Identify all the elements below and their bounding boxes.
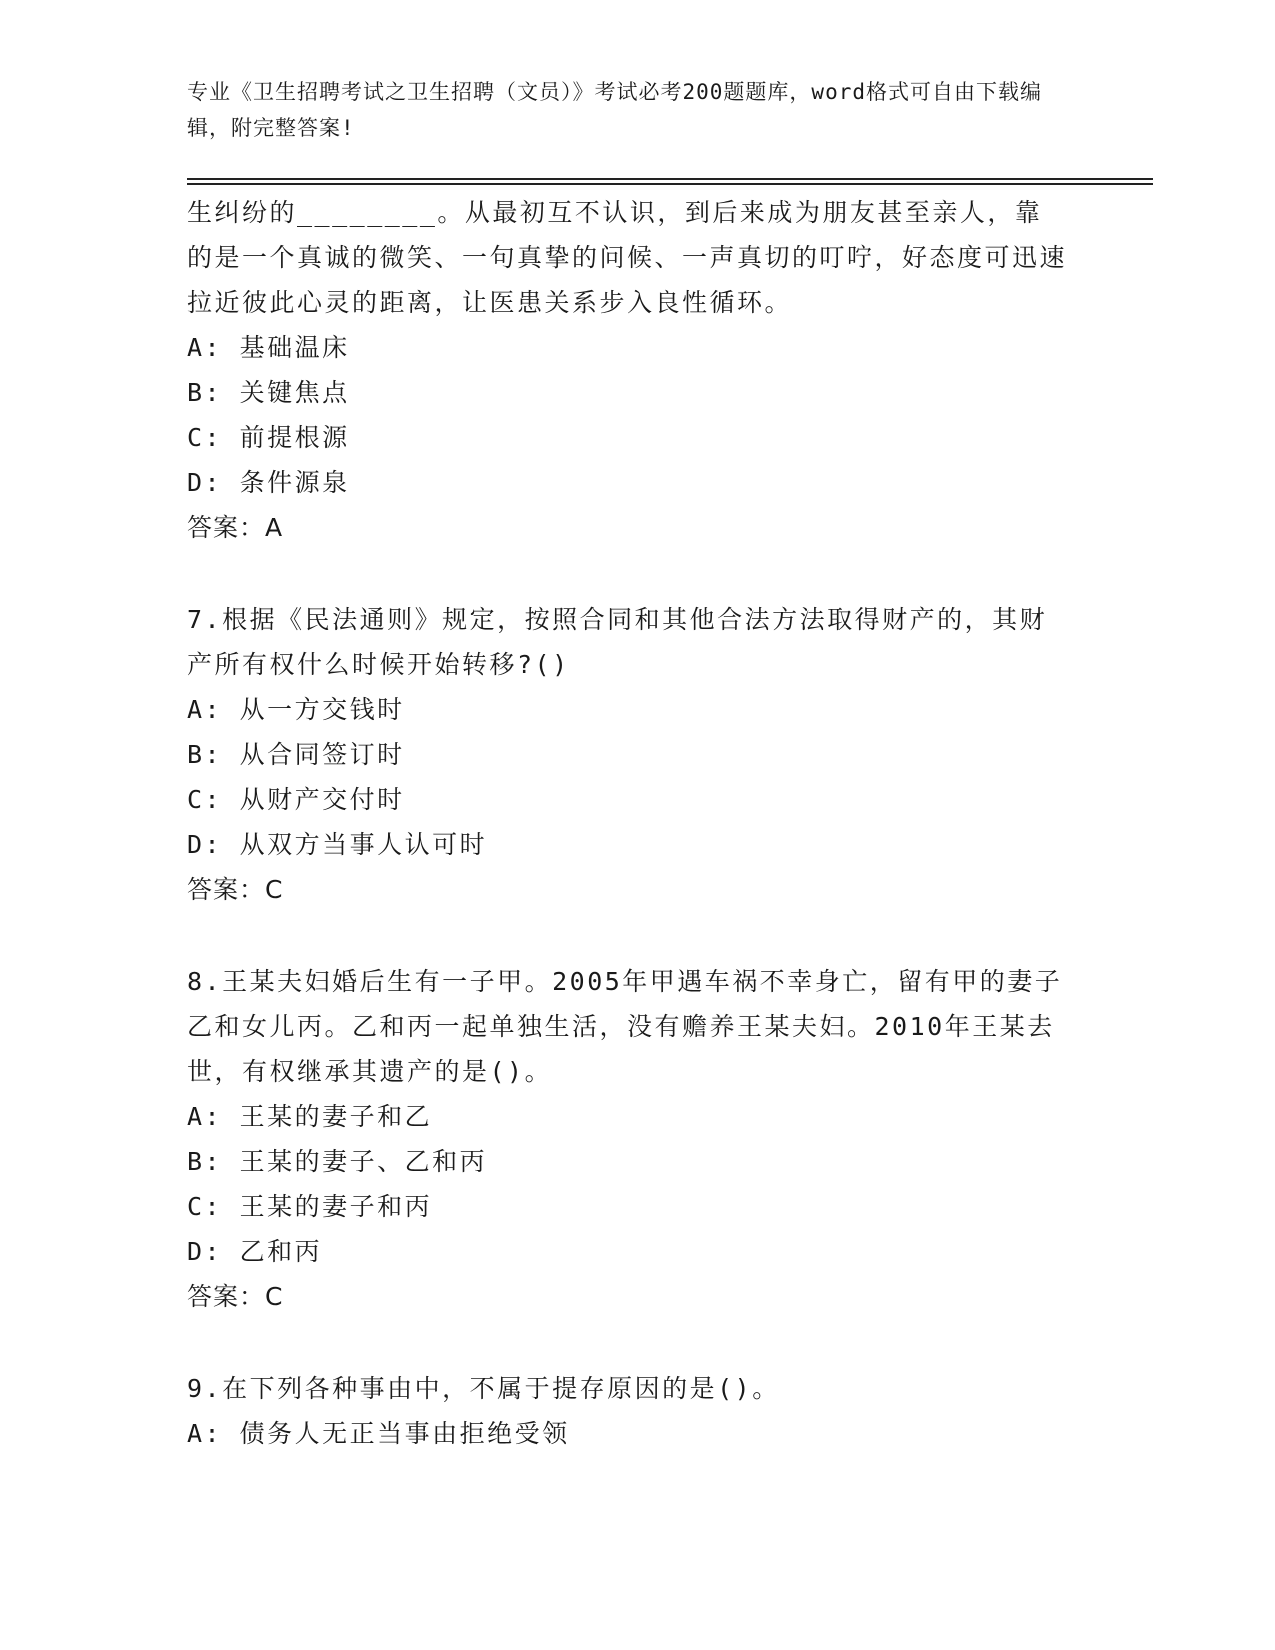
header-title: 专业《卫生招聘考试之卫生招聘（文员）》考试必考200题题库，word格式可自由下载编辑，附完整答案! <box>187 80 1042 140</box>
answer-label: 答案：A <box>187 513 284 542</box>
option-c: C: 从财产交付时 <box>187 785 405 814</box>
question-8 <box>187 959 1067 1319</box>
option-d: D: 从双方当事人认可时 <box>187 830 488 859</box>
option-a: A: 从一方交钱时 <box>187 695 405 724</box>
option-b: B: 从合同签订时 <box>187 740 405 769</box>
question-stem: 生纠纷的________。从最初互不认识，到后来成为朋友甚至亲人，靠的是一个真诚的微笑、一句真挚的问候、一声真切的叮咛，好态度可迅速拉近彼此心灵的距离，让医患关系步入良性循环。 <box>187 198 1068 317</box>
header-divider-top <box>187 178 1153 180</box>
option-a: A: 基础温床 <box>187 333 350 362</box>
option-list <box>187 325 1067 505</box>
option-list <box>187 1094 1067 1274</box>
header-divider-bottom <box>187 183 1153 185</box>
option-b: B: 王某的妻子、乙和丙 <box>187 1147 488 1176</box>
question-7 <box>187 597 1067 912</box>
option-list <box>187 687 1067 867</box>
question-stem: 9.在下列各种事由中，不属于提存原因的是()。 <box>187 1374 780 1403</box>
question-stem: 8.王某夫妇婚后生有一子甲。2005年甲遇车祸不幸身亡，留有甲的妻子乙和女儿丙。乙和丙一起单独生活，没有赡养王某夫妇。2010年王某去世，有权继承其遗产的是()。 <box>187 967 1063 1086</box>
option-b: B: 关键焦点 <box>187 378 350 407</box>
option-list <box>187 1411 1067 1456</box>
option-c: C: 前提根源 <box>187 423 350 452</box>
question-content <box>187 190 1067 1456</box>
question-stem: 7.根据《民法通则》规定，按照合同和其他合法方法取得财产的，其财产所有权什么时候开始转移?() <box>187 605 1048 679</box>
option-a: A: 王某的妻子和乙 <box>187 1102 433 1131</box>
question-9 <box>187 1366 1067 1456</box>
option-c: C: 王某的妻子和丙 <box>187 1192 433 1221</box>
answer-label: 答案：C <box>187 1282 284 1311</box>
question-fragment <box>187 190 1067 550</box>
option-d: D: 乙和丙 <box>187 1237 323 1266</box>
document-header <box>187 74 1067 146</box>
option-a: A: 债务人无正当事由拒绝受领 <box>187 1419 570 1448</box>
answer-label: 答案：C <box>187 875 284 904</box>
option-d: D: 条件源泉 <box>187 468 350 497</box>
